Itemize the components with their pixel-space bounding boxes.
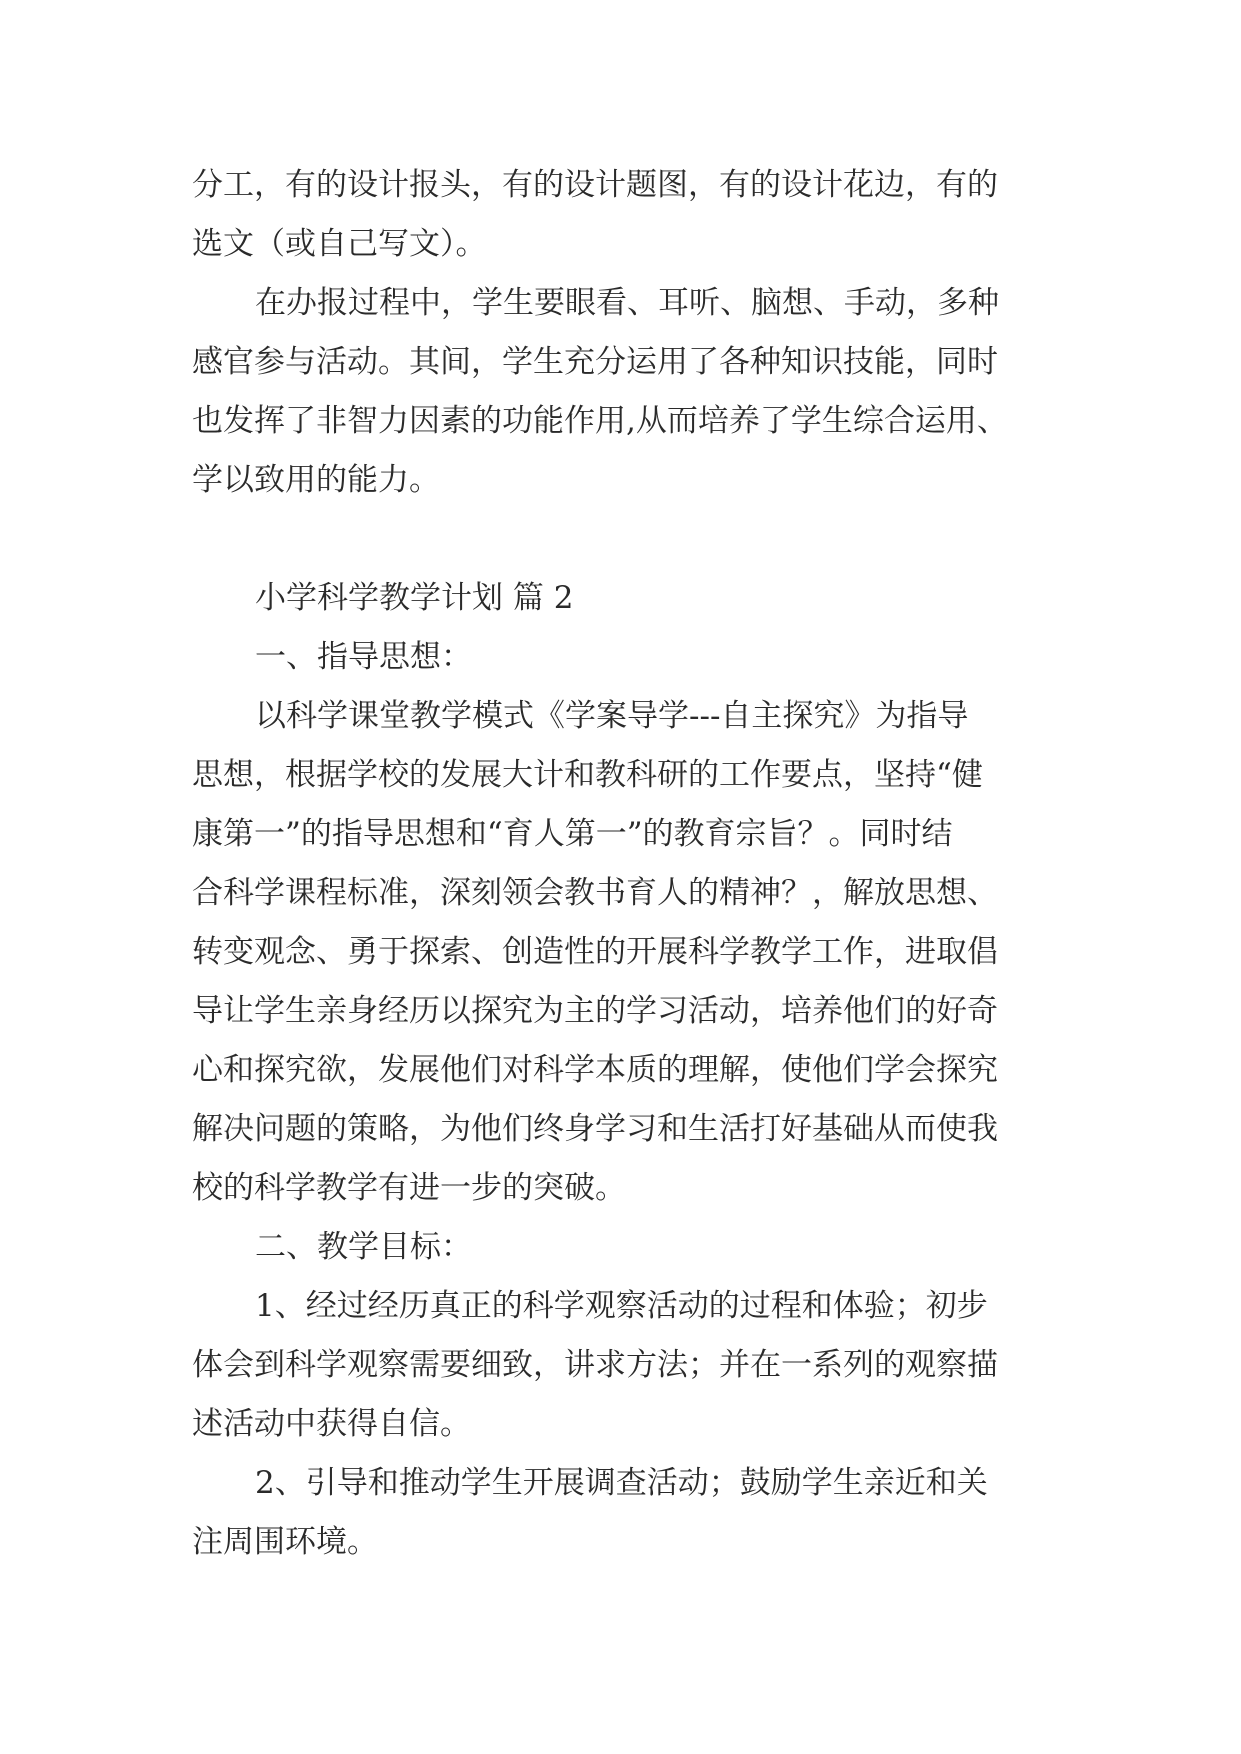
paragraph-line: 思想，根据学校的发展大计和教科研的工作要点，坚持“健 xyxy=(192,757,983,793)
paragraph-line: 1、经过经历真正的科学观察活动的过程和体验；初步 xyxy=(255,1288,988,1324)
paragraph-line: 心和探究欲，发展他们对科学本质的理解，使他们学会探究 xyxy=(192,1052,998,1088)
paragraph-line: 合科学课程标准，深刻领会教书育人的精神？，解放思想、 xyxy=(192,875,998,911)
paragraph-line: 分工，有的设计报头，有的设计题图，有的设计花边，有的 xyxy=(192,167,998,203)
paragraph-line: 选文（或自己写文）。 xyxy=(192,226,487,262)
paragraph-line: 也发挥了非智力因素的功能作用,从而培养了学生综合运用、 xyxy=(192,403,1008,439)
section-heading: 二、教学目标： xyxy=(255,1229,472,1265)
section-heading: 一、指导思想： xyxy=(255,639,472,675)
paragraph-line: 校的科学教学有进一步的突破。 xyxy=(192,1170,626,1206)
paragraph-line: 体会到科学观察需要细致，讲求方法；并在一系列的观察描 xyxy=(192,1347,998,1383)
paragraph-line: 述活动中获得自信。 xyxy=(192,1406,471,1442)
paragraph-line: 以科学课堂教学模式《学案导学---自主探究》为指导 xyxy=(255,698,969,734)
paragraph-line: 2、引导和推动学生开展调查活动；鼓励学生亲近和关 xyxy=(255,1465,988,1501)
paragraph-line: 学以致用的能力。 xyxy=(192,462,440,498)
paragraph-line: 康第一”的指导思想和“育人第一”的教育宗旨？。同时结 xyxy=(192,816,953,852)
paragraph-line: 在办报过程中，学生要眼看、耳听、脑想、手动，多种 xyxy=(255,285,999,321)
section-title: 小学科学教学计划 篇 2 xyxy=(255,580,574,616)
paragraph-line: 解决问题的策略，为他们终身学习和生活打好基础从而使我 xyxy=(192,1111,998,1147)
paragraph-line: 导让学生亲身经历以探究为主的学习活动，培养他们的好奇 xyxy=(192,993,998,1029)
paragraph-line: 注周围环境。 xyxy=(192,1524,378,1560)
paragraph-line: 感官参与活动。其间，学生充分运用了各种知识技能，同时 xyxy=(192,344,998,380)
paragraph-line: 转变观念、勇于探索、创造性的开展科学教学工作，进取倡 xyxy=(192,934,998,970)
